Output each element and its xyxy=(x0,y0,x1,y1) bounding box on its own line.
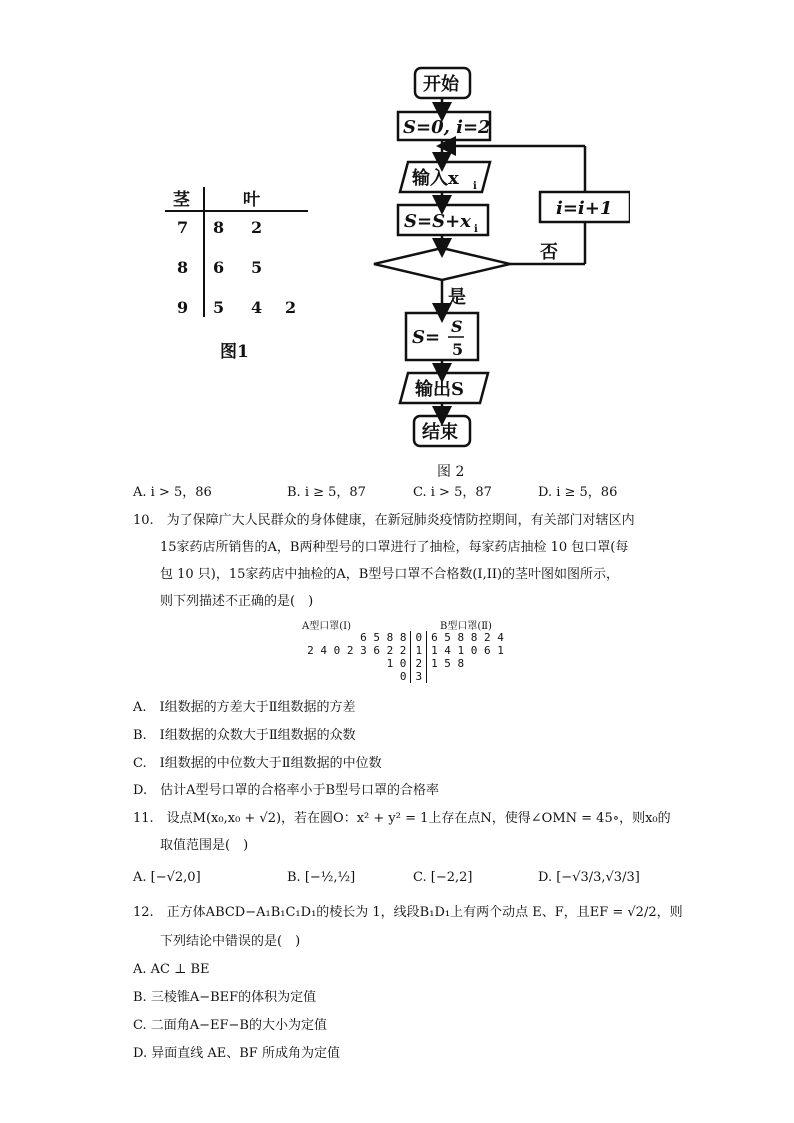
q9-option-b: B. i ≥ 5，87 xyxy=(287,485,366,500)
yes-label: 是 xyxy=(448,287,466,308)
table-row xyxy=(262,644,532,657)
stem-7: 7 xyxy=(177,218,189,237)
init-label: S=0, i=2 xyxy=(403,117,491,138)
stem: 1 xyxy=(411,644,427,657)
start-label: 开始 xyxy=(423,74,459,95)
stem-8: 8 xyxy=(177,258,189,277)
q11-line-1: 11. 设点M(x₀,x₀ + √2)，若在圆O：x² + y² = 1上存在点N，使得∠OMN = 45∘，则x₀的 xyxy=(133,811,671,826)
right-leaves xyxy=(427,670,532,683)
q12-line-1: 12. 正方体ABCD−A₁B₁C₁D₁的棱长为 1，线段B₁D₁上有两个动点 E、F，且EF = √2/2，则 xyxy=(133,905,683,920)
table-header-b: B型口罩(Ⅱ) xyxy=(440,621,492,632)
stem: 2 xyxy=(411,657,427,670)
figure-2-caption: 图 2 xyxy=(437,464,465,480)
q10-option-a: A. Ⅰ组数据的方差大于Ⅱ组数据的方差 xyxy=(133,700,356,715)
q11-option-a: A. [−√2,0] xyxy=(133,870,201,885)
input-label: 输入x xyxy=(412,168,459,189)
q9-option-a: A. i > 5，86 xyxy=(133,485,212,500)
left-leaves: 1 0 xyxy=(386,657,407,670)
assign-numerator: S xyxy=(451,317,463,336)
q12-option-b: B. 三棱锥A−BEF的体积为定值 xyxy=(133,990,317,1005)
right-leaves: 1 5 8 xyxy=(431,657,465,670)
q10-line-2: 15家药店所销售的A，B两种型号的口罩进行了抽检，每家药店抽检 10 包口罩(每 xyxy=(160,540,629,555)
q9-option-c: C. i > 5，87 xyxy=(413,485,492,500)
flowchart xyxy=(360,60,630,455)
left-leaves: 0 xyxy=(399,670,407,683)
accumulate-subscript: i xyxy=(474,224,478,235)
figure-1-caption: 图1 xyxy=(220,342,249,362)
no-label: 否 xyxy=(540,242,558,263)
stem: 3 xyxy=(411,670,427,683)
leaf-8-2: 5 xyxy=(251,258,263,277)
leaf-8-1: 6 xyxy=(213,258,225,277)
q12-option-a: A. AC ⊥ BE xyxy=(133,962,210,977)
stem-leaf-plot-1 xyxy=(165,185,315,355)
assign-lhs: S= xyxy=(412,327,441,348)
stem-9: 9 xyxy=(177,298,189,317)
q10-line-3: 包 10 只)，15家药店中抽检的A，B型号口罩不合格数(I,II)的茎叶图如图所示， xyxy=(160,567,620,582)
leaf-9-1: 5 xyxy=(213,298,225,317)
left-leaves: 6 5 8 8 xyxy=(360,631,407,644)
right-leaves: 6 5 8 8 2 4 xyxy=(431,631,504,644)
q11-option-b: B. [−½,½] xyxy=(287,870,356,885)
q12-option-c: C. 二面角A−EF−B的大小为定值 xyxy=(133,1018,327,1033)
leaf-7-2: 2 xyxy=(251,218,263,237)
leaf-7-1: 8 xyxy=(213,218,225,237)
table-header-a: A型口罩(Ⅰ) xyxy=(302,621,351,632)
q10-option-c: C. Ⅰ组数据的中位数大于Ⅱ组数据的中位数 xyxy=(133,756,382,771)
q12-line-2: 下列结论中错误的是( ) xyxy=(160,934,301,949)
left-leaves: 2 4 0 2 3 6 2 2 xyxy=(307,644,407,657)
q10-line-4: 则下列描述不正确的是( ) xyxy=(160,594,314,609)
table-row xyxy=(262,657,532,670)
output-label: 输出S xyxy=(415,379,464,400)
leaf-9-2: 4 xyxy=(251,298,263,317)
end-label: 结束 xyxy=(422,422,458,443)
vertical-rule xyxy=(203,187,205,317)
q12-option-d: D. 异面直线 AE、BF 所成角为定值 xyxy=(133,1046,340,1061)
q11-line-2: 取值范围是( ) xyxy=(160,838,249,853)
q9-option-d: D. i ≥ 5，86 xyxy=(538,485,618,500)
leaf-header: 叶 xyxy=(243,190,260,210)
q10-option-b: B. Ⅰ组数据的众数大于Ⅱ组数据的众数 xyxy=(133,728,356,743)
stem: 0 xyxy=(411,631,427,644)
decision-node xyxy=(374,248,510,280)
right-leaves: 1 4 1 0 6 1 xyxy=(431,644,504,657)
accumulate-label: S=S+x xyxy=(404,211,471,232)
stem-header: 茎 xyxy=(173,190,190,210)
q11-option-d: D. [−√3/3,√3/3] xyxy=(538,870,640,885)
table-row xyxy=(262,631,532,644)
q10-line-1: 10. 为了保障广大人民群众的身体健康，在新冠肺炎疫情防控期间，有关部门对辖区内 xyxy=(133,513,635,528)
horizontal-rule xyxy=(165,210,308,212)
increment-label: i=i+1 xyxy=(556,198,613,219)
table-row xyxy=(262,670,532,683)
q11-option-c: C. [−2,2] xyxy=(413,870,473,885)
leaf-9-3: 2 xyxy=(285,298,297,317)
q10-option-d: D. 估计A型号口罩的合格率小于B型号口罩的合格率 xyxy=(133,783,440,798)
input-subscript: i xyxy=(473,181,477,192)
assign-denominator: 5 xyxy=(452,340,464,359)
